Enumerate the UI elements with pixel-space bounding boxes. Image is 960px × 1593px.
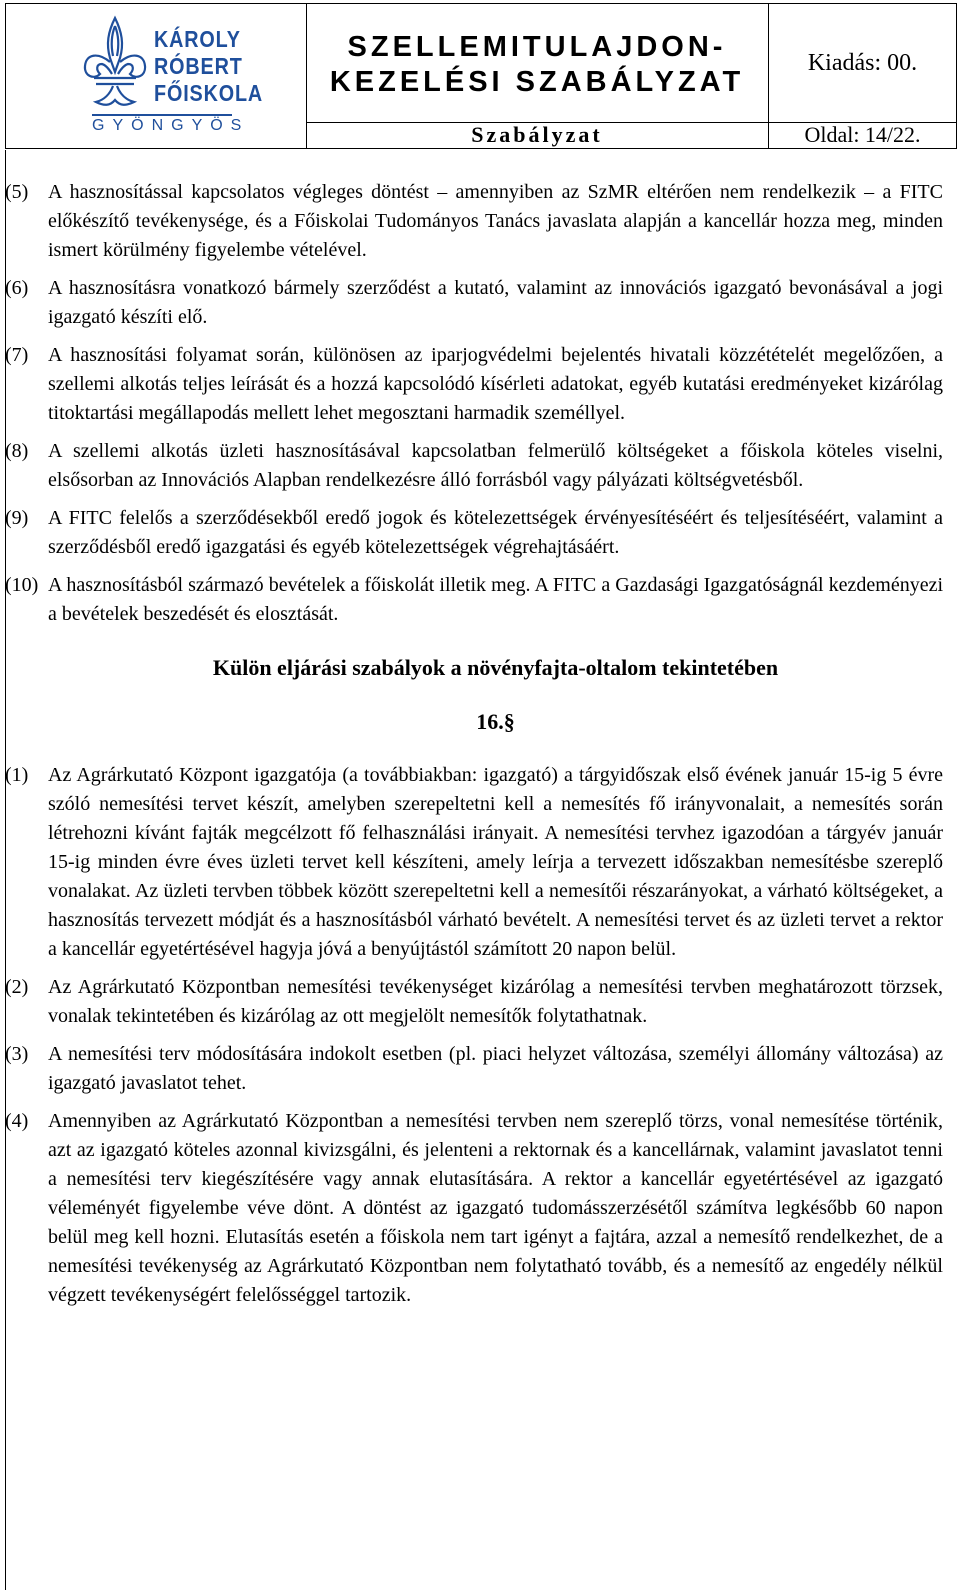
- paragraph-text: Amennyiben az Agrárkutató Központban a nemesítési tervben nem szereplő törzs, vonal nemesítése történik, azt az igazgató köteles azonnal kivizsgálni, és jelenteni a rektornak és a kancellárnak, valamint javaslatot tenni a nemesítési terv kiegészítésére vagy annak elutasítására. A rektor a kancellár egyetértésével az igazgató véleményét figyelembe véve dönt. A döntést az igazgató tudomásszerzésétől számítva legkésőbb 60 napon belül meg kell hozni. Elutasítás esetén a főiskola nem tart igényt a fajtára, azzal a nemesítő rendelkezhet, de a nemesítési tevékenység az Agrárkutató Központban nem folytatható tovább, és a nemesítő az engedély nélkül végzett tevékenységért felelősséggel tartozik.: [48, 1110, 943, 1306]
- paragraph-6: [5, 274, 943, 332]
- paragraph-text: A hasznosítással kapcsolatos végleges döntést – amennyiben az SzMR eltérően nem rendelkezik – a FITC előkészítő tevékenysége, és a Főiskolai Tudományos Tanács javaslata alapján a kancellár hozza meg, minden ismert körülmény figyelembe vételével.: [48, 181, 943, 261]
- logo-word-1: KÁROLY: [154, 26, 241, 52]
- section-number: 16.§: [476, 709, 515, 734]
- page-number: Oldal: 14/22.: [804, 122, 921, 147]
- paragraph-number: (7): [5, 344, 29, 366]
- logo-cell: [6, 4, 307, 148]
- paragraph-text: A hasznosításra vonatkozó bármely szerződést a kutató, valamint az innovációs igazgató bevonásával a jogi igazgató készíti elő.: [48, 277, 943, 328]
- logo-word-2: RÓBERT: [154, 53, 243, 79]
- paragraph-number: (10): [5, 574, 39, 596]
- paragraph-number: (2): [5, 976, 29, 998]
- paragraph-number: (4): [5, 1110, 29, 1132]
- fleur-de-lis-logo-icon: [80, 14, 150, 114]
- paragraph-number: (6): [5, 277, 29, 299]
- paragraph-number: (8): [5, 440, 29, 462]
- logo-word-3: FŐISKOLA: [154, 80, 264, 106]
- paragraph-8: [5, 437, 943, 495]
- paragraph-number: (5): [5, 181, 29, 203]
- paragraph-text: A szellemi alkotás üzleti hasznosításával kapcsolatban felmerülő költségeket a főiskola köteles viselni, elsősorban az Innovációs Alapban rendelkezésre álló forrásból vagy pályázati költségvetésből.: [48, 440, 943, 491]
- paragraph-text: Az Agrárkutató Központ igazgatója (a továbbiakban: igazgató) a tárgyidőszak első évének január 15-ig 5 évre szóló nemesítési tervet készít, amelyben szerepeltetni kell a nemesítés fő irányvonalait, a nemesítés során létrehozni kívánt fajták megcélzott fő felhasználási irányait. A nemesítési tervhez igazodóan a tárgyév január 15-ig minden évre éves üzleti tervet kell készíteni, amely leírja a tervezett időszakban nemesítésbe szereplő vonalakat. Az üzleti tervben többek között szerepeltetni kell a nemesítői részarányokat, a várható költségeket, a hasznosítás tervezett módját és a hasznosításból várható bevételt. A nemesítési tervet és az üzleti tervet a rektor a kancellár egyetértésével hagyja jóvá a benyújtástól számított 20 napon belül.: [48, 764, 943, 960]
- paragraph-1: [5, 761, 943, 964]
- paragraph-text: A nemesítési terv módosítására indokolt esetben (pl. piaci helyzet változása, személyi állomány változása) az igazgató javaslatot tehet.: [48, 1043, 943, 1094]
- paragraph-text: A FITC felelős a szerződésekből eredő jogok és kötelezettségek érvényesítéséért és teljesítéséért, valamint a szerződésből eredő igazgatási és egyéb kötelezettségek végrehajtásáért.: [48, 507, 943, 558]
- document-header: [5, 3, 957, 149]
- paragraph-9: [5, 504, 943, 562]
- document-body: [5, 178, 943, 1319]
- title-line-2: KEZELÉSI SZABÁLYZAT: [329, 66, 745, 98]
- paragraph-2: [5, 973, 943, 1031]
- paragraph-number: (9): [5, 507, 29, 529]
- paragraph-number: (3): [5, 1043, 29, 1065]
- document-title: [306, 30, 768, 100]
- paragraph-4: [5, 1107, 943, 1310]
- document-type: Szabályzat: [471, 122, 603, 147]
- paragraph-7: [5, 341, 943, 428]
- paragraph-text: A hasznosításból származó bevételek a főiskolát illetik meg. A FITC a Gazdasági Igazgatóságnál kezdeményezi a bevételek beszedését és elosztását.: [48, 574, 943, 625]
- paragraph-number: (1): [5, 764, 29, 786]
- logo-divider: [92, 114, 232, 116]
- paragraph-text: A hasznosítási folyamat során, különösen az iparjogvédelmi bejelentés hivatali közzétételét megelőzően, a szellemi alkotás teljes leírását és a hozzá kapcsolódó kísérleti adatokat, egyéb kutatási eredményeket kizárólag titoktartási megállapodás mellett lehet megosztani harmadik személlyel.: [48, 344, 943, 424]
- paragraph-text: Az Agrárkutató Központban nemesítési tevékenységet kizárólag a nemesítési tervben meghatározott törzsek, vonalak tekintetében és kizárólag az ott megjelölt nemesítők folytathatnak.: [48, 976, 943, 1027]
- title-cell: [306, 4, 769, 123]
- doc-type-cell: [306, 122, 769, 148]
- paragraph-10: [5, 571, 943, 629]
- paragraph-5: [5, 178, 943, 265]
- issue-number: Kiadás: 00.: [807, 50, 918, 76]
- page-cell: [769, 122, 956, 148]
- paragraph-3: [5, 1040, 943, 1098]
- section-title: Külön eljárási szabályok a növényfajta-oltalom tekintetében: [212, 655, 779, 680]
- logo-city: GYÖNGYÖS: [92, 117, 250, 134]
- title-line-1: SZELLEMITULAJDON-: [347, 31, 727, 63]
- issue-cell: [769, 4, 956, 123]
- logo-wordmark: [154, 26, 263, 107]
